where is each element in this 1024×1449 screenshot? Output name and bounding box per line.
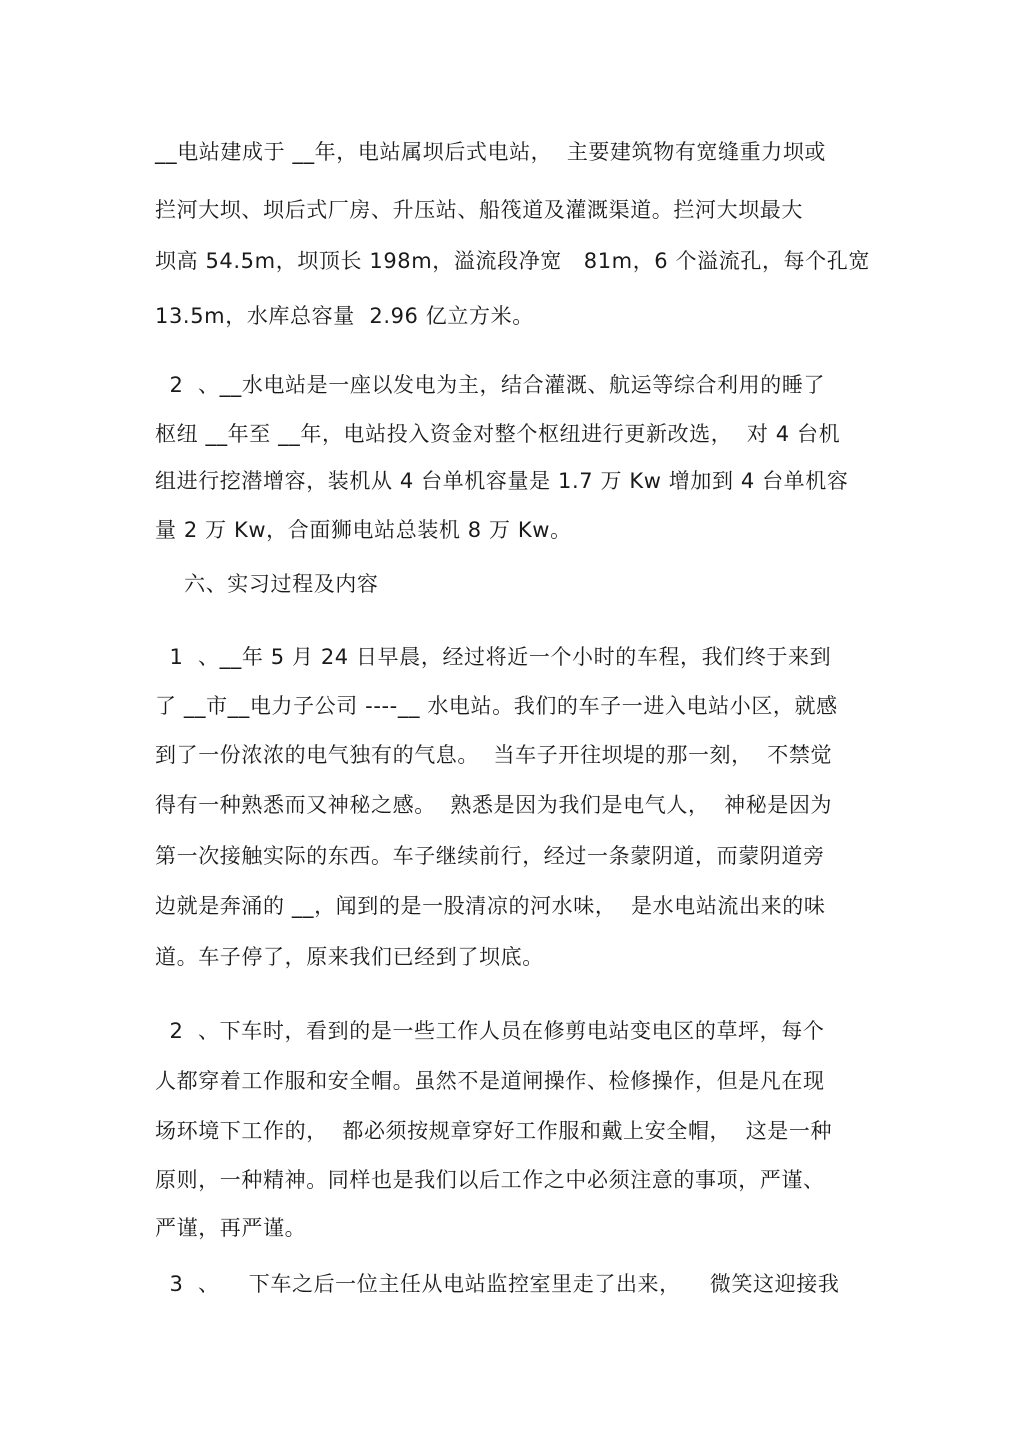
text-line: 边就是奔涌的 __，闻到的是一股清凉的河水味， 是水电站流出来的味 — [155, 894, 826, 918]
text-line: 道。车子停了，原来我们已经到了坝底。 — [155, 945, 544, 969]
section-heading: 六、实习过程及内容 — [155, 572, 379, 596]
text-line: 人都穿着工作服和安全帽。虽然不是道闸操作、检修操作，但是凡在现 — [155, 1069, 825, 1093]
text-line: 严谨，再严谨。 — [155, 1216, 307, 1240]
text-line: 2 、__水电站是一座以发电为主，结合灌溉、航运等综合利用的睡了 — [155, 373, 826, 397]
text-line: 2 、下车时，看到的是一些工作人员在修剪电站变电区的草坪，每个 — [155, 1019, 825, 1043]
text-line: 3 、 下车之后一位主任从电站监控室里走了出来， 微笑这迎接我 — [155, 1272, 840, 1296]
text-line: 到了一份浓浓的电气独有的气息。 当车子开往坝堤的那一刻， 不禁觉 — [155, 743, 833, 767]
text-line: 了 __市__电力子公司 ----__ 水电站。我们的车子一进入电站小区，就感 — [155, 694, 838, 718]
text-line: __电站建成于 __年，电站属坝后式电站， 主要建筑物有宽缝重力坝或 — [155, 140, 827, 164]
text-line: 得有一种熟悉而又神秘之感。 熟悉是因为我们是电气人， 神秘是因为 — [155, 793, 833, 817]
text-line: 原则，一种精神。同样也是我们以后工作之中必须注意的事项，严谨、 — [155, 1168, 825, 1192]
text-line: 枢纽 __年至 __年，电站投入资金对整个枢纽进行更新改选， 对 4 台机 — [155, 422, 841, 446]
text-line: 拦河大坝、坝后式厂房、升压站、船筏道及灌溉渠道。拦河大坝最大 — [155, 198, 803, 222]
text-line: 坝高 54.5m，坝顶长 198m，溢流段净宽 81m，6 个溢流孔，每个孔宽 — [155, 249, 870, 273]
text-line: 量 2 万 Kw，合面狮电站总装机 8 万 Kw。 — [155, 518, 572, 542]
text-line: 场环境下工作的， 都必须按规章穿好工作服和戴上安全帽， 这是一种 — [155, 1119, 833, 1143]
text-line: 组进行挖潜增容，装机从 4 台单机容量是 1.7 万 Kw 增加到 4 台单机容 — [155, 469, 849, 493]
text-line: 1 、__年 5 月 24 日早晨，经过将近一个小时的车程，我们终于来到 — [155, 645, 832, 669]
text-line: 13.5m，水库总容量 2.96 亿立方米。 — [155, 304, 534, 328]
text-line: 第一次接触实际的东西。车子继续前行，经过一条蒙阴道，而蒙阴道旁 — [155, 844, 825, 868]
